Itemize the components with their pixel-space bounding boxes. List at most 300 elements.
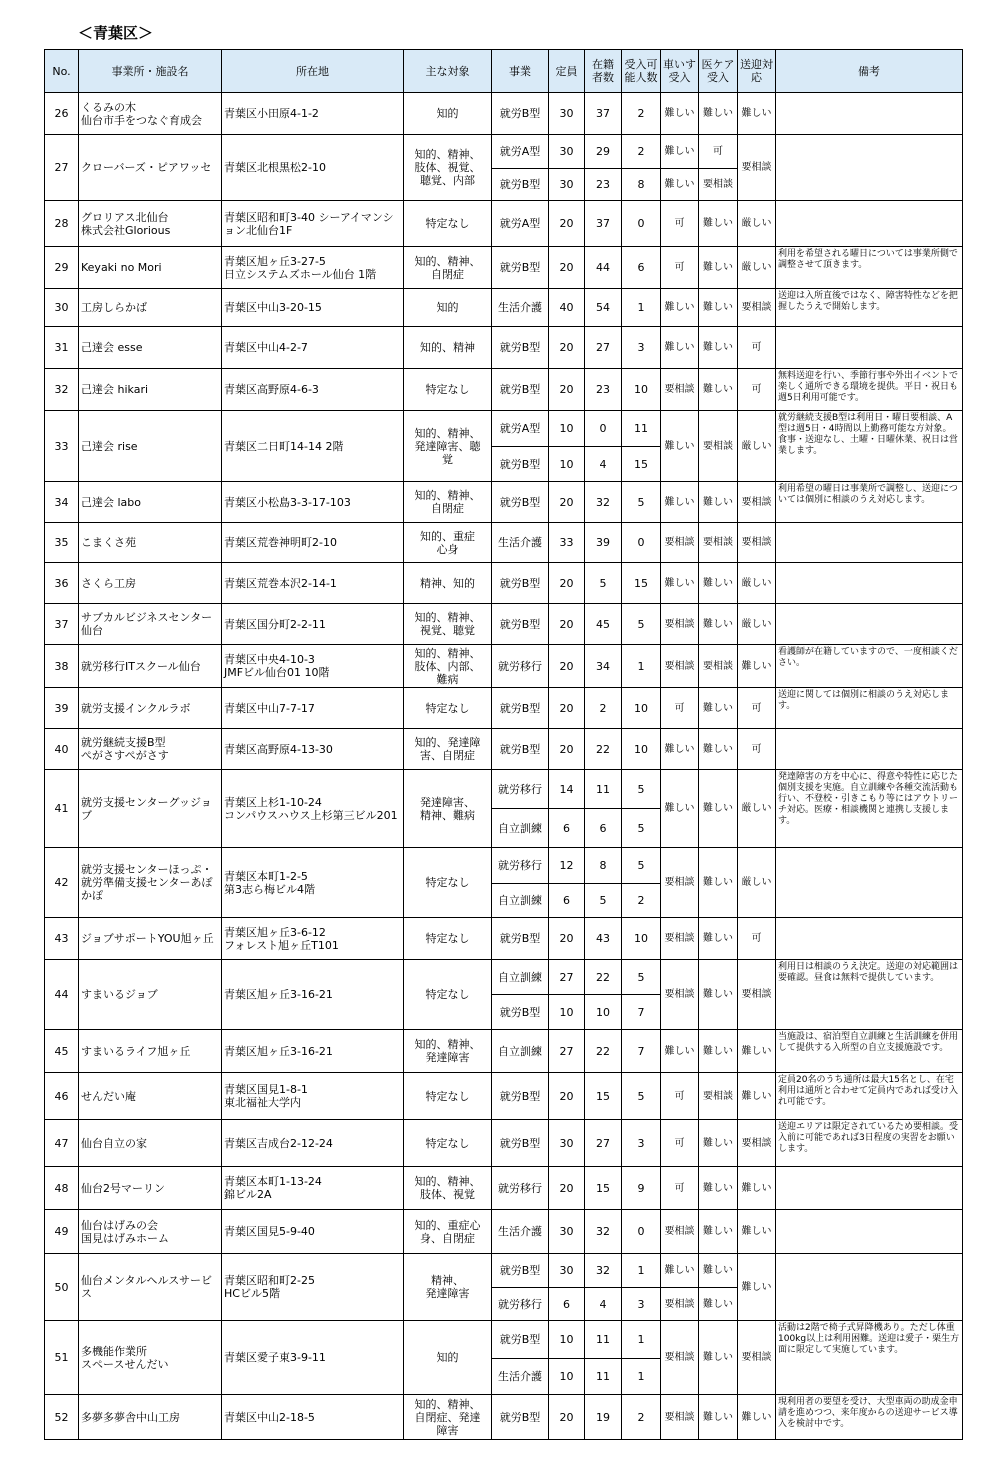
table-row [45, 1073, 963, 1120]
acceptable-value: 2 [622, 884, 661, 918]
enrolled-value: 0 [585, 411, 622, 447]
business-type: 自立訓練 [492, 960, 549, 995]
acceptable-value: 5 [622, 770, 661, 809]
wheelchair-status: 要相談 [661, 1321, 699, 1395]
enrolled-value: 8 [585, 848, 622, 884]
facility-name: ジョブサポートYOU旭ヶ丘 [79, 918, 222, 960]
business-type: 就労B型 [492, 1321, 549, 1359]
wheelchair-status: 要相談 [661, 1395, 699, 1440]
medical-care-status: 難しい [699, 604, 738, 645]
facility-no: 40 [45, 729, 79, 770]
business-type: 就労B型 [492, 247, 549, 289]
facility-target: 特定なし [404, 1120, 492, 1167]
medical-care-status: 難しい [699, 1030, 738, 1073]
facility-address: 青葉区中山2-18-5 [222, 1395, 404, 1440]
capacity-value: 40 [549, 289, 585, 327]
wheelchair-status: 要相談 [661, 369, 699, 411]
transport-status: 厳しい [738, 201, 776, 247]
business-type: 生活介護 [492, 289, 549, 327]
facility-name: 就労支援インクルラボ [79, 688, 222, 729]
facility-notes: 定員20名のうち通所は最大15名とし、在宅利用は通所と合わせて定員内であれば受け入れ可能です。 [776, 1073, 963, 1120]
table-row [45, 688, 963, 729]
acceptable-value: 10 [622, 729, 661, 770]
facility-notes [776, 563, 963, 604]
facility-no: 32 [45, 369, 79, 411]
business-type: 就労移行 [492, 848, 549, 884]
transport-status: 可 [738, 327, 776, 369]
wheelchair-status: 難しい [661, 135, 699, 169]
capacity-value: 27 [549, 1030, 585, 1073]
enrolled-value: 32 [585, 1210, 622, 1254]
wheelchair-status: 可 [661, 201, 699, 247]
facility-address: 青葉区荒巻本沢2-14-1 [222, 563, 404, 604]
wheelchair-status: 要相談 [661, 848, 699, 918]
wheelchair-status: 要相談 [661, 1210, 699, 1254]
facility-notes: 無料送迎を行い、季節行事や外出イベントで楽しく通所できる環境を提供。平日・祝日も週5日利用可能です。 [776, 369, 963, 411]
wheelchair-status: 難しい [661, 289, 699, 327]
transport-status: 要相談 [738, 135, 776, 201]
wheelchair-status: 難しい [661, 482, 699, 523]
facility-name: 就労継続支援B型 ぺがさすぺがさす [79, 729, 222, 770]
header-target: 主な対象 [404, 50, 492, 93]
medical-care-status: 難しい [699, 918, 738, 960]
enrolled-value: 45 [585, 604, 622, 645]
enrolled-value: 6 [585, 809, 622, 848]
facility-name: 多機能作業所 スペースせんだい [79, 1321, 222, 1395]
wheelchair-status: 要相談 [661, 1288, 699, 1321]
acceptable-value: 9 [622, 1167, 661, 1210]
facility-name: すまいるライフ旭ヶ丘 [79, 1030, 222, 1073]
table-row [45, 411, 963, 447]
capacity-value: 20 [549, 369, 585, 411]
facility-table [44, 49, 963, 1440]
acceptable-value: 5 [622, 1073, 661, 1120]
table-row [45, 1120, 963, 1167]
business-type: 就労B型 [492, 1073, 549, 1120]
table-row [45, 1395, 963, 1440]
acceptable-value: 1 [622, 1254, 661, 1288]
facility-no: 52 [45, 1395, 79, 1440]
facility-name: Keyaki no Mori [79, 247, 222, 289]
facility-name: グロリアス北仙台 株式会社Glorious [79, 201, 222, 247]
capacity-value: 33 [549, 523, 585, 563]
facility-target: 知的 [404, 1321, 492, 1395]
facility-notes: 看護師が在籍していますので、一度相談ください。 [776, 645, 963, 688]
medical-care-status: 難しい [699, 247, 738, 289]
capacity-value: 10 [549, 411, 585, 447]
facility-no: 33 [45, 411, 79, 482]
wheelchair-status: 要相談 [661, 918, 699, 960]
business-type: 就労B型 [492, 447, 549, 482]
transport-status: 厳しい [738, 770, 776, 848]
acceptable-value: 6 [622, 247, 661, 289]
facility-no: 42 [45, 848, 79, 918]
table-row [45, 482, 963, 523]
facility-notes [776, 1210, 963, 1254]
facility-no: 48 [45, 1167, 79, 1210]
facility-target: 知的、精神、 自閉症、発達 障害 [404, 1395, 492, 1440]
acceptable-value: 15 [622, 563, 661, 604]
acceptable-value: 8 [622, 169, 661, 201]
enrolled-value: 22 [585, 729, 622, 770]
capacity-value: 30 [549, 1120, 585, 1167]
enrolled-value: 2 [585, 688, 622, 729]
medical-care-status: 難しい [699, 1210, 738, 1254]
enrolled-value: 5 [585, 563, 622, 604]
facility-name: クローバーズ・ピアワッセ [79, 135, 222, 201]
wheelchair-status: 要相談 [661, 523, 699, 563]
header-enrolled: 在籍者数 [585, 50, 622, 93]
acceptable-value: 7 [622, 1030, 661, 1073]
facility-notes: 現利用者の要望を受け、大型車両の助成金申請を進めつつ、来年度からの送迎サービス導入を検討中です。 [776, 1395, 963, 1440]
facility-name: 仙台自立の家 [79, 1120, 222, 1167]
business-type: 生活介護 [492, 523, 549, 563]
table-row [45, 1321, 963, 1359]
header-row [45, 50, 963, 93]
table-row [45, 1167, 963, 1210]
facility-address: 青葉区昭和町3-40 シーアイマンション北仙台1F [222, 201, 404, 247]
acceptable-value: 7 [622, 995, 661, 1030]
section-title: ＜青葉区＞ [78, 24, 154, 42]
facility-notes [776, 523, 963, 563]
facility-address: 青葉区上杉1-10-24 コンパウスハウス上杉第三ビル201 [222, 770, 404, 848]
enrolled-value: 10 [585, 995, 622, 1030]
wheelchair-status: 難しい [661, 327, 699, 369]
wheelchair-status: 難しい [661, 563, 699, 604]
facility-no: 31 [45, 327, 79, 369]
table-row [45, 1210, 963, 1254]
wheelchair-status: 難しい [661, 770, 699, 848]
enrolled-value: 27 [585, 1120, 622, 1167]
facility-notes: 就労継続支援B型は利用日・曜日要相談、A型は週5日・4時間以上勤務可能な方対象。食事・送迎なし、土曜・日曜休業、祝日は営業します。 [776, 411, 963, 482]
facility-target: 知的、精神、 発達障害 [404, 1030, 492, 1073]
facility-notes [776, 729, 963, 770]
medical-care-status: 難しい [699, 1288, 738, 1321]
medical-care-status: 可 [699, 135, 738, 169]
capacity-value: 6 [549, 1288, 585, 1321]
wheelchair-status: 可 [661, 1120, 699, 1167]
facility-name: 就労移行ITスクール仙台 [79, 645, 222, 688]
capacity-value: 10 [549, 447, 585, 482]
table-row [45, 523, 963, 563]
business-type: 就労B型 [492, 729, 549, 770]
facility-name: 己達会 esse [79, 327, 222, 369]
business-type: 就労B型 [492, 1254, 549, 1288]
acceptable-value: 1 [622, 645, 661, 688]
acceptable-value: 11 [622, 411, 661, 447]
capacity-value: 20 [549, 1167, 585, 1210]
facility-address: 青葉区国見1-8-1 東北福祉大学内 [222, 1073, 404, 1120]
enrolled-value: 11 [585, 770, 622, 809]
medical-care-status: 難しい [699, 729, 738, 770]
facility-address: 青葉区愛子東3-9-11 [222, 1321, 404, 1395]
business-type: 自立訓練 [492, 1030, 549, 1073]
facility-no: 49 [45, 1210, 79, 1254]
facility-address: 青葉区吉成台2-12-24 [222, 1120, 404, 1167]
acceptable-value: 5 [622, 482, 661, 523]
enrolled-value: 4 [585, 1288, 622, 1321]
acceptable-value: 1 [622, 289, 661, 327]
wheelchair-status: 可 [661, 1073, 699, 1120]
facility-target: 知的、精神、 肢体、内部、 難病 [404, 645, 492, 688]
facility-notes [776, 848, 963, 918]
wheelchair-status: 難しい [661, 1030, 699, 1073]
acceptable-value: 10 [622, 688, 661, 729]
capacity-value: 30 [549, 93, 585, 135]
medical-care-status: 難しい [699, 1167, 738, 1210]
facility-address: 青葉区旭ヶ丘3-6-12 フォレスト旭ヶ丘T101 [222, 918, 404, 960]
acceptable-value: 10 [622, 369, 661, 411]
facility-no: 46 [45, 1073, 79, 1120]
capacity-value: 20 [549, 1395, 585, 1440]
capacity-value: 20 [549, 1073, 585, 1120]
acceptable-value: 5 [622, 809, 661, 848]
business-type: 自立訓練 [492, 884, 549, 918]
facility-address: 青葉区中山4-2-7 [222, 327, 404, 369]
medical-care-status: 難しい [699, 770, 738, 848]
business-type: 就労移行 [492, 770, 549, 809]
facility-notes [776, 918, 963, 960]
transport-status: 要相談 [738, 523, 776, 563]
medical-care-status: 難しい [699, 289, 738, 327]
business-type: 就労移行 [492, 1167, 549, 1210]
medical-care-status: 難しい [699, 201, 738, 247]
acceptable-value: 0 [622, 1210, 661, 1254]
capacity-value: 20 [549, 482, 585, 523]
facility-notes [776, 327, 963, 369]
enrolled-value: 39 [585, 523, 622, 563]
medical-care-status: 要相談 [699, 1073, 738, 1120]
table-row [45, 770, 963, 809]
facility-notes: 利用希望の曜日は事業所で調整し、送迎については個別に相談のうえ対応します。 [776, 482, 963, 523]
header-business: 事業 [492, 50, 549, 93]
medical-care-status: 要相談 [699, 411, 738, 482]
facility-no: 43 [45, 918, 79, 960]
acceptable-value: 3 [622, 327, 661, 369]
table-row [45, 645, 963, 688]
acceptable-value: 5 [622, 604, 661, 645]
facility-name: 己達会 hikari [79, 369, 222, 411]
table-row [45, 289, 963, 327]
capacity-value: 30 [549, 135, 585, 169]
transport-status: 厳しい [738, 604, 776, 645]
business-type: 就労B型 [492, 169, 549, 201]
facility-name: 多夢多夢舎中山工房 [79, 1395, 222, 1440]
facility-address: 青葉区二日町14-14 2階 [222, 411, 404, 482]
capacity-value: 10 [549, 1321, 585, 1359]
table-row [45, 201, 963, 247]
medical-care-status: 要相談 [699, 523, 738, 563]
enrolled-value: 4 [585, 447, 622, 482]
enrolled-value: 5 [585, 884, 622, 918]
facility-no: 50 [45, 1254, 79, 1321]
medical-care-status: 難しい [699, 688, 738, 729]
facility-no: 44 [45, 960, 79, 1030]
facility-target: 発達障害、 精神、難病 [404, 770, 492, 848]
medical-care-status: 難しい [699, 93, 738, 135]
transport-status: 要相談 [738, 1321, 776, 1395]
transport-status: 難しい [738, 1210, 776, 1254]
transport-status: 要相談 [738, 482, 776, 523]
medical-care-status: 難しい [699, 960, 738, 1030]
enrolled-value: 23 [585, 169, 622, 201]
facility-name: サブカルビジネスセンター仙台 [79, 604, 222, 645]
transport-status: 難しい [738, 1167, 776, 1210]
transport-status: 要相談 [738, 1120, 776, 1167]
enrolled-value: 11 [585, 1359, 622, 1395]
acceptable-value: 2 [622, 93, 661, 135]
facility-no: 47 [45, 1120, 79, 1167]
enrolled-value: 19 [585, 1395, 622, 1440]
business-type: 就労B型 [492, 995, 549, 1030]
table-body [45, 93, 963, 1440]
enrolled-value: 15 [585, 1167, 622, 1210]
wheelchair-status: 可 [661, 688, 699, 729]
header-medical: 医ケア受入 [699, 50, 738, 93]
enrolled-value: 11 [585, 1321, 622, 1359]
facility-notes [776, 1167, 963, 1210]
business-type: 生活介護 [492, 1359, 549, 1395]
acceptable-value: 10 [622, 918, 661, 960]
facility-address: 青葉区高野原4-13-30 [222, 729, 404, 770]
facility-target: 知的、精神、 発達障害、聴 覚 [404, 411, 492, 482]
capacity-value: 20 [549, 729, 585, 770]
capacity-value: 30 [549, 169, 585, 201]
facility-name: さくら工房 [79, 563, 222, 604]
facility-address: 青葉区昭和町2-25 HCビル5階 [222, 1254, 404, 1321]
facility-name: すまいるジョブ [79, 960, 222, 1030]
facility-name: 仙台はげみの会 国見はげみホーム [79, 1210, 222, 1254]
facility-notes: 発達障害の方を中心に、得意や特性に応じた個別支援を実施。自立訓練や各種交流活動も行い、不登校・引きこもり等にはアウトリーチ対応。医療・相談機関と連携し支援します。 [776, 770, 963, 848]
transport-status: 要相談 [738, 289, 776, 327]
facility-name: 就労支援センターグッジョブ [79, 770, 222, 848]
medical-care-status: 難しい [699, 1321, 738, 1395]
facility-notes [776, 1254, 963, 1321]
facility-target: 知的、精神 [404, 327, 492, 369]
business-type: 自立訓練 [492, 809, 549, 848]
facility-target: 知的、重症心 身、自閉症 [404, 1210, 492, 1254]
facility-notes: 送迎に関しては個別に相談のうえ対応します。 [776, 688, 963, 729]
transport-status: 難しい [738, 1395, 776, 1440]
transport-status: 可 [738, 688, 776, 729]
facility-target: 精神、知的 [404, 563, 492, 604]
business-type: 就労B型 [492, 688, 549, 729]
enrolled-value: 22 [585, 1030, 622, 1073]
transport-status: 可 [738, 729, 776, 770]
facility-notes [776, 604, 963, 645]
enrolled-value: 34 [585, 645, 622, 688]
business-type: 就労A型 [492, 411, 549, 447]
capacity-value: 20 [549, 247, 585, 289]
facility-name: 就労支援センターほっぷ・就労準備支援センターあぽかぽ [79, 848, 222, 918]
facility-no: 41 [45, 770, 79, 848]
acceptable-value: 3 [622, 1120, 661, 1167]
capacity-value: 30 [549, 1254, 585, 1288]
business-type: 就労B型 [492, 327, 549, 369]
transport-status: 厳しい [738, 247, 776, 289]
facility-target: 特定なし [404, 848, 492, 918]
transport-status: 難しい [738, 1254, 776, 1321]
facility-address: 青葉区荒巻神明町2-10 [222, 523, 404, 563]
facility-no: 27 [45, 135, 79, 201]
capacity-value: 10 [549, 995, 585, 1030]
table-row [45, 369, 963, 411]
capacity-value: 20 [549, 918, 585, 960]
acceptable-value: 1 [622, 1321, 661, 1359]
facility-address: 青葉区小松島3-3-17-103 [222, 482, 404, 523]
business-type: 就労移行 [492, 645, 549, 688]
capacity-value: 20 [549, 563, 585, 604]
medical-care-status: 要相談 [699, 645, 738, 688]
table-row [45, 135, 963, 169]
facility-target: 特定なし [404, 960, 492, 1030]
enrolled-value: 32 [585, 1254, 622, 1288]
facility-no: 28 [45, 201, 79, 247]
capacity-value: 20 [549, 604, 585, 645]
facility-address: 青葉区旭ヶ丘3-16-21 [222, 1030, 404, 1073]
header-notes: 備考 [776, 50, 963, 93]
wheelchair-status: 可 [661, 1167, 699, 1210]
transport-status: 厳しい [738, 411, 776, 482]
enrolled-value: 23 [585, 369, 622, 411]
facility-address: 青葉区国見5-9-40 [222, 1210, 404, 1254]
facility-name: 仙台2号マーリン [79, 1167, 222, 1210]
table-row [45, 327, 963, 369]
medical-care-status: 難しい [699, 1254, 738, 1288]
facility-notes [776, 93, 963, 135]
business-type: 就労移行 [492, 1288, 549, 1321]
acceptable-value: 5 [622, 848, 661, 884]
acceptable-value: 0 [622, 523, 661, 563]
facility-target: 特定なし [404, 201, 492, 247]
wheelchair-status: 難しい [661, 93, 699, 135]
enrolled-value: 22 [585, 960, 622, 995]
business-type: 就労B型 [492, 918, 549, 960]
capacity-value: 14 [549, 770, 585, 809]
facility-target: 特定なし [404, 369, 492, 411]
business-type: 就労B型 [492, 93, 549, 135]
header-no: No. [45, 50, 79, 93]
facility-address: 青葉区高野原4-6-3 [222, 369, 404, 411]
transport-status: 難しい [738, 645, 776, 688]
wheelchair-status: 難しい [661, 411, 699, 482]
facility-target: 知的、精神、 視覚、聴覚 [404, 604, 492, 645]
acceptable-value: 2 [622, 1395, 661, 1440]
medical-care-status: 難しい [699, 848, 738, 918]
facility-target: 知的 [404, 93, 492, 135]
facility-name: 工房しらかば [79, 289, 222, 327]
facility-address: 青葉区国分町2-2-11 [222, 604, 404, 645]
transport-status: 可 [738, 918, 776, 960]
facility-address: 青葉区小田原4-1-2 [222, 93, 404, 135]
table-row [45, 1254, 963, 1288]
business-type: 就労A型 [492, 135, 549, 169]
transport-status: 可 [738, 369, 776, 411]
wheelchair-status: 可 [661, 247, 699, 289]
medical-care-status: 難しい [699, 327, 738, 369]
business-type: 就労B型 [492, 369, 549, 411]
transport-status: 難しい [738, 93, 776, 135]
capacity-value: 20 [549, 688, 585, 729]
business-type: 就労B型 [492, 1395, 549, 1440]
capacity-value: 20 [549, 645, 585, 688]
facility-address: 青葉区北根黒松2-10 [222, 135, 404, 201]
capacity-value: 12 [549, 848, 585, 884]
transport-status: 厳しい [738, 848, 776, 918]
facility-no: 38 [45, 645, 79, 688]
facility-target: 知的、精神、 自閉症 [404, 482, 492, 523]
enrolled-value: 43 [585, 918, 622, 960]
